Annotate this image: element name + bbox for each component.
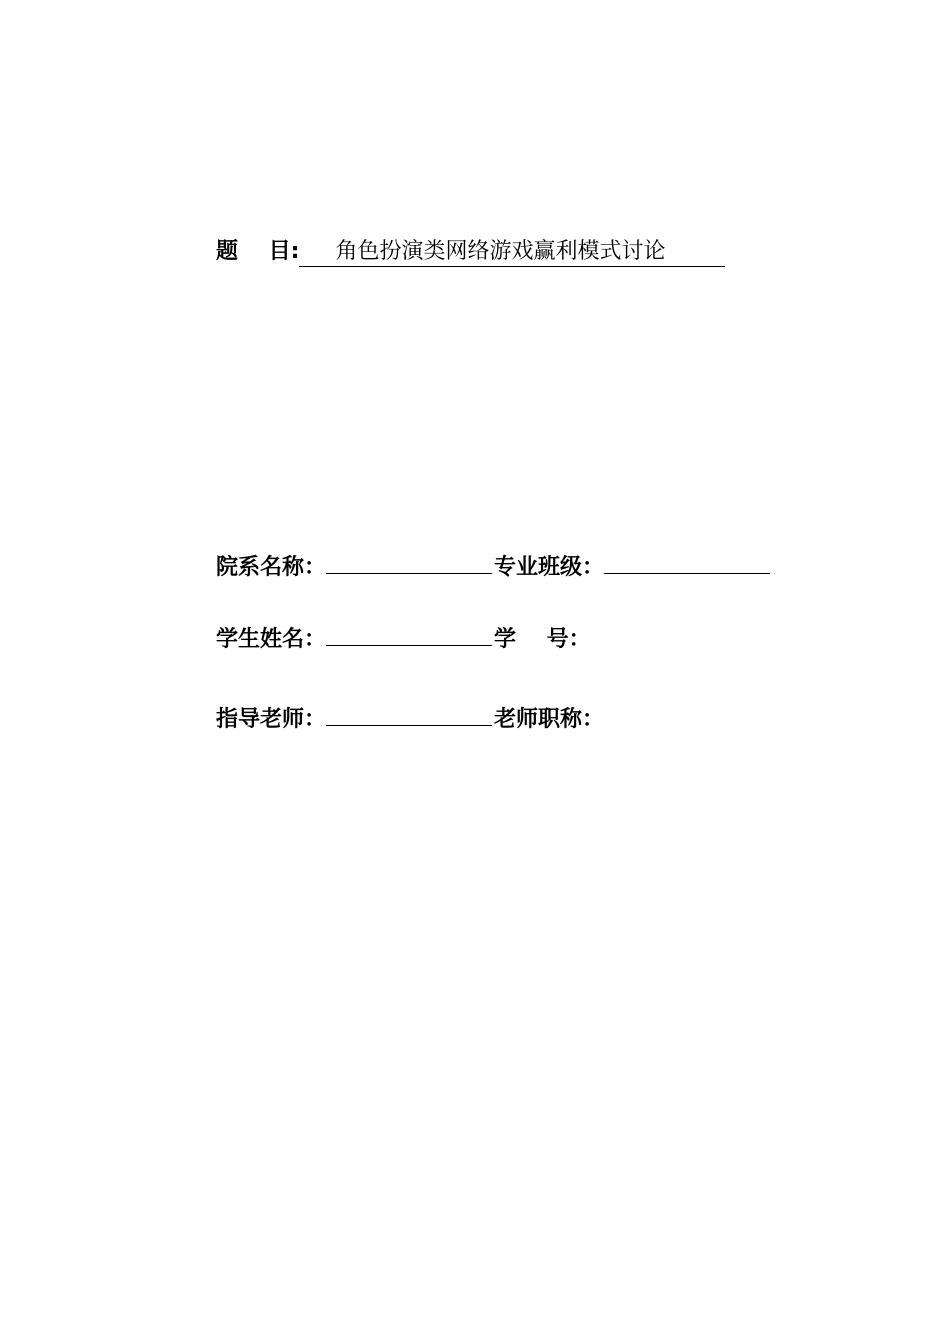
advisor-title-label: 老师职称：: [494, 707, 605, 732]
advisor-label: 指导老师：: [216, 707, 327, 732]
major-class-label: 专业班级：: [494, 555, 605, 580]
department-blank[interactable]: [326, 551, 492, 574]
thesis-title: 角色扮演类网络游戏赢利模式讨论: [299, 238, 725, 267]
advisor-blank[interactable]: [326, 703, 492, 726]
title-label: 题 目:: [216, 239, 300, 264]
advisor-row: [216, 702, 604, 733]
student-row: [216, 622, 591, 653]
title-row: [216, 234, 725, 267]
department-label: 院系名称：: [216, 555, 327, 580]
major-class-blank[interactable]: [604, 551, 770, 574]
student-id-label: 学 号：: [494, 627, 591, 652]
department-row: [216, 550, 772, 581]
student-name-label: 学生姓名：: [216, 627, 327, 652]
student-name-blank[interactable]: [326, 623, 492, 646]
